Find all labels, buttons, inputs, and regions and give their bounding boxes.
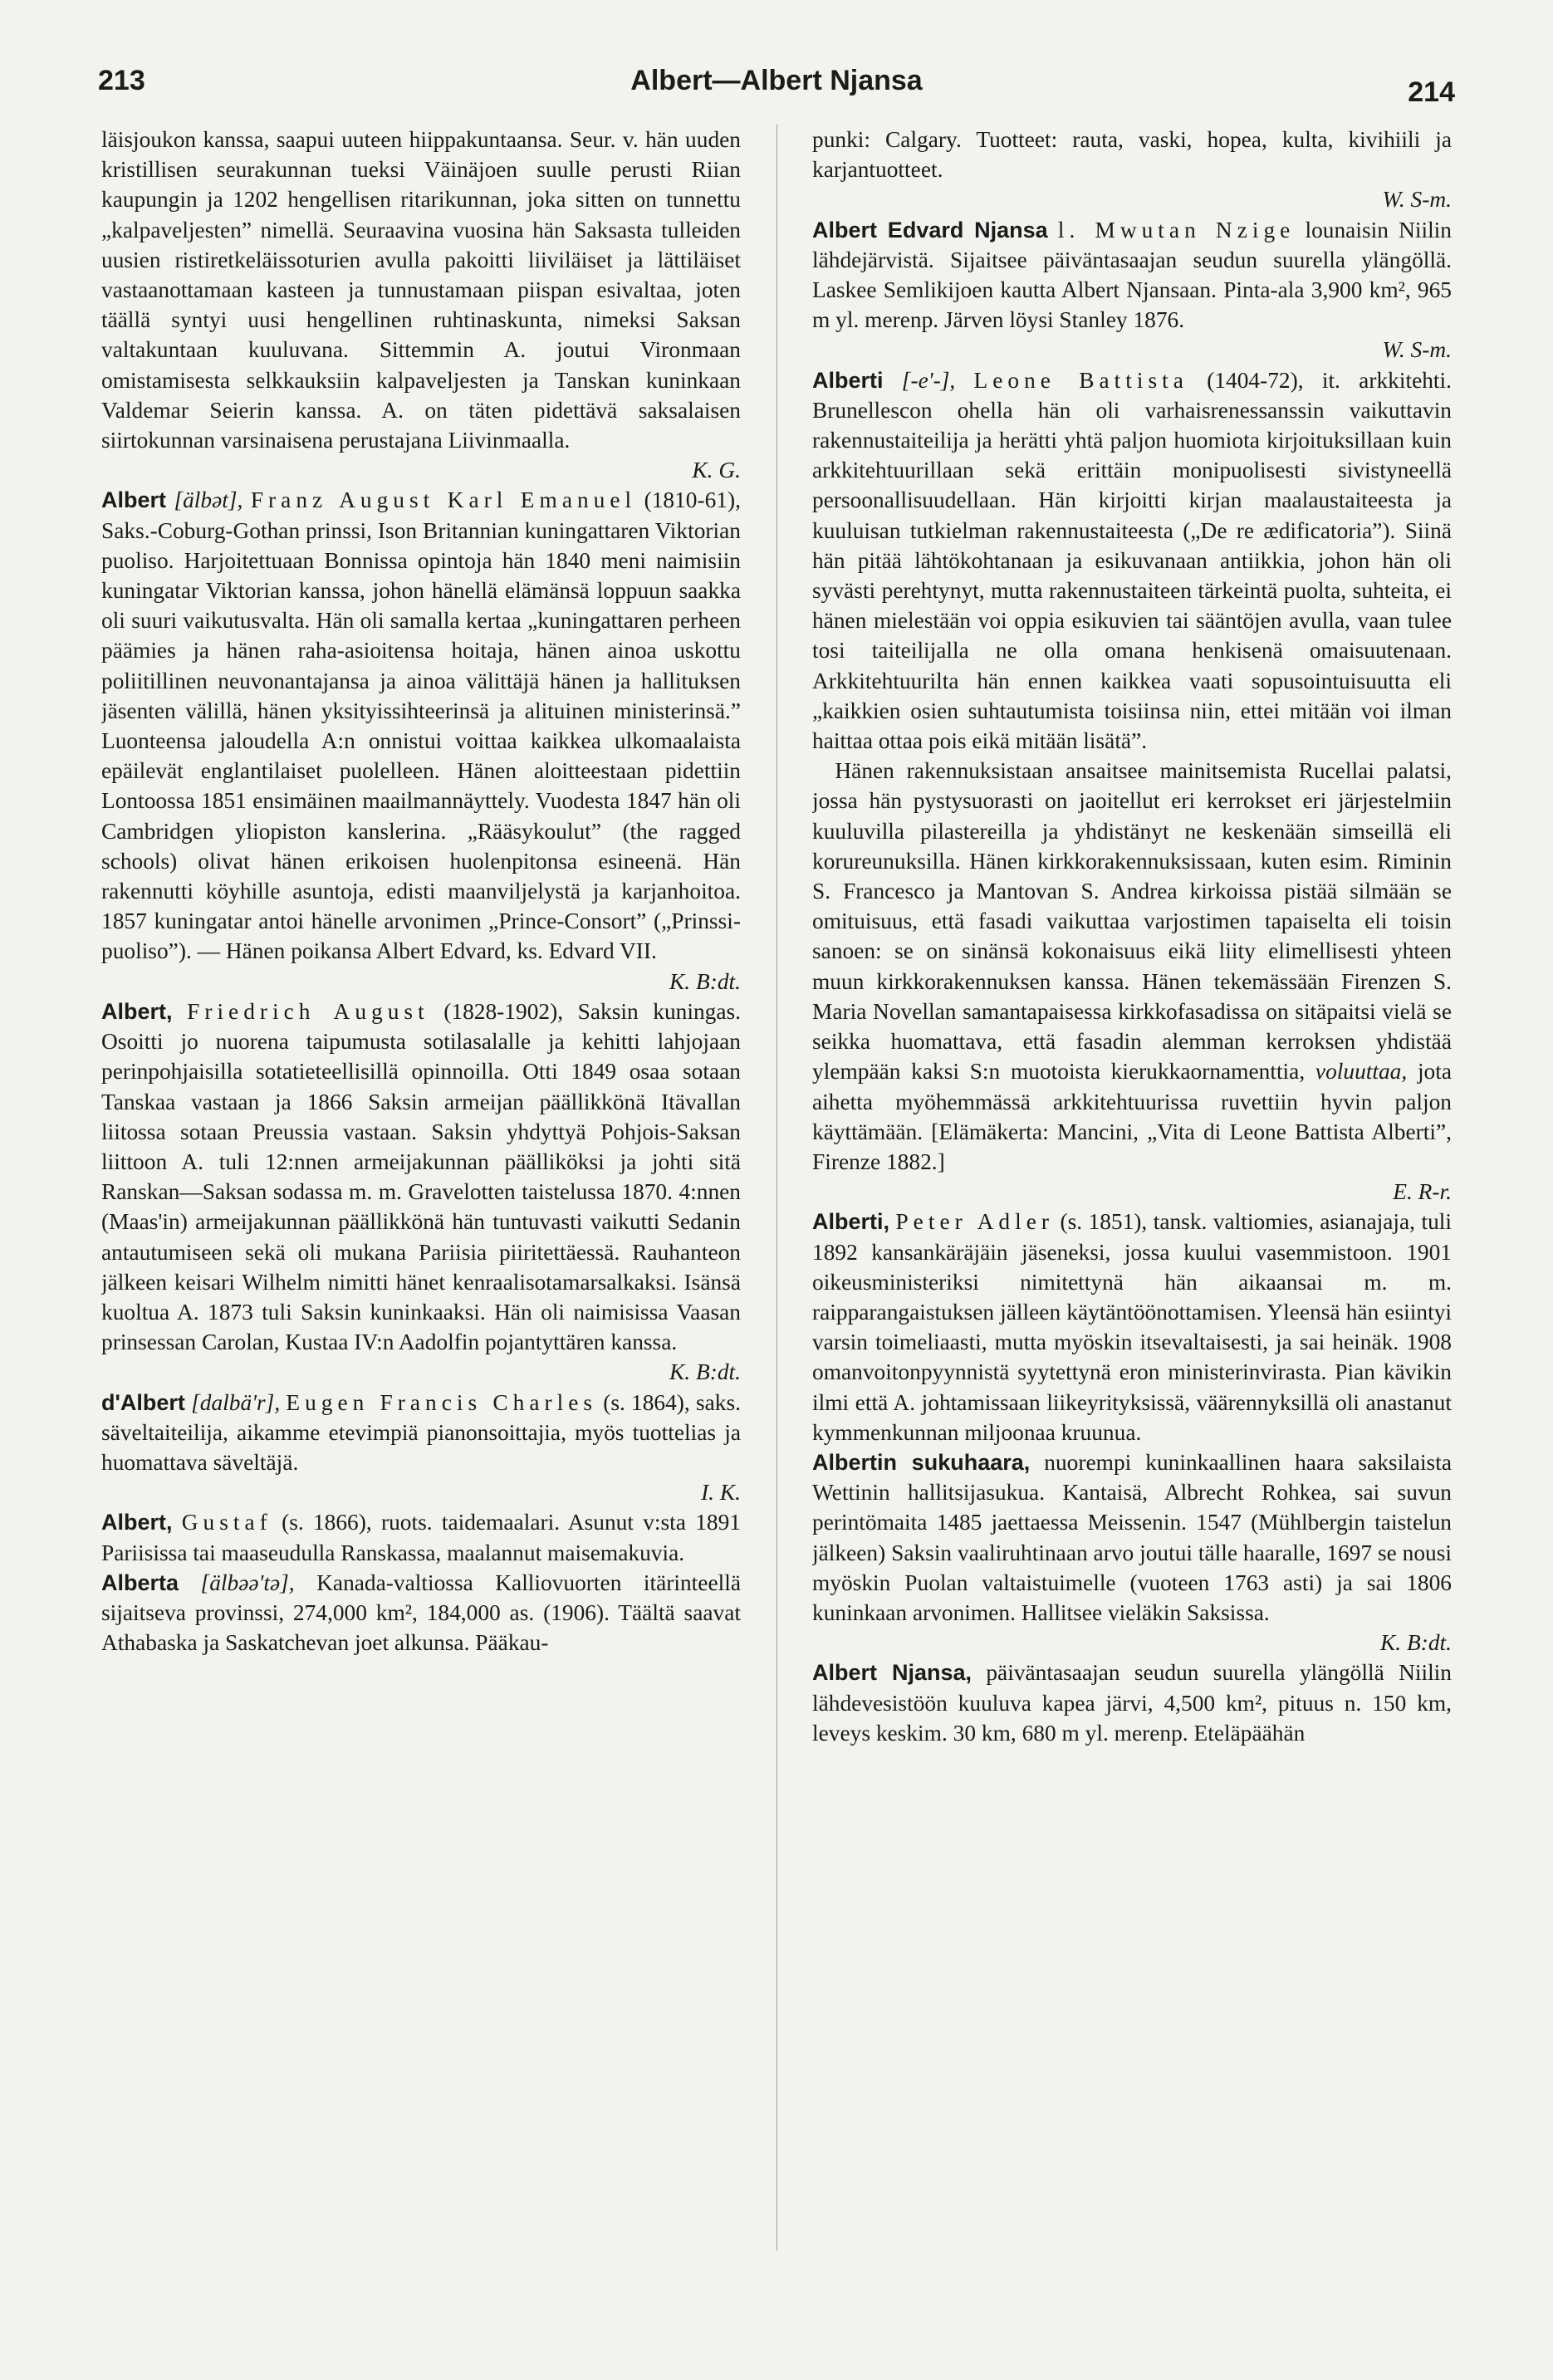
page-header	[98, 65, 1455, 106]
page-number-left: 213	[98, 65, 145, 96]
entry-albert-gustaf	[101, 1507, 741, 1567]
entry-continuation: läisjoukon kanssa, saapui uuteen hiippakuntaansa. Seur. v. hän uuden kristillisen seurakunnan tueksi Väinäjoen suulle perusti Riian kaupungin ja 1202 hengellisen ritarikunnan, joka sitten on tunnettu „kalpaveljesten” nimellä. Seuraavina vuosina hän Saksasta tulleiden uusien ristiretkeläissoturien avulla pakoitti liiviläiset ja lättiläiset vastaanottamaan kasteen ja tunnustamaan piispan esivaltaa, joten täällä syntyi uusi hengellinen ruhtinaskunta, nimeksi Saksan valtakuntaan kuuluvana. Sittemmin A. joutui Vironmaan omistamisesta selkkauksiin kalpaveljesten ja Tanskan kuninkaan Valdemar Seierin kanssa. A. on täten pidettävä saksalaisen siirtokunnan varsinaisena perustajana Liivinmaalla. K. G.	[101, 125, 741, 485]
entry-body: (1404-72), it. arkkitehti. Brunellescon ohella hän oli varhaisrenessanssin vaikuttavin rakennustaiteilija ja herätti yhtä paljon huomiota kirjoituksillaan kuin arkkitehtuurillaan sekä erittäin monipuolisesti sivistyneellä persoonallisuudellaan. Hän kirjoitti kirjan maalaustaiteesta ja kuuluisan tutkielman rakennustaiteesta („De re ædificatoria”). Siinä hän pitää lähtökohtanaan ja esikuvanaan antiikkia, johon hän oli syvästi perehtynyt, mutta rakennustaiteen tärkeintä puolta, suhteita, ei hänen mielestään voi oppia esikuvien tai sääntöjen avulla, vaan tulee tosi taiteilijalla ne olla omana henkisenä omaisuutenaan. Arkkitehtuurilta hän ennen kaikkea vaati sopusointuisuutta eli „kaikkien osien suhtautumista toisiinsa niin, ettei mitään voi ilman haittaa ottaa pois eikä mitään lisätä”.	[812, 367, 1452, 754]
headword: Albertin sukuhaara,	[812, 1449, 1031, 1475]
signature: I. K.	[701, 1480, 741, 1506]
full-name: Gustaf	[181, 1510, 272, 1535]
entry-dalbert	[101, 1388, 741, 1508]
right-column	[812, 125, 1452, 2358]
pronunciation: [-e'-],	[901, 367, 956, 393]
entry-albert-edvard-njansa	[812, 215, 1452, 365]
signature: K. B:dt.	[669, 1359, 741, 1385]
entry-body: (1810-61), Saks.-Coburg-Gothan prinssi, Ison Britannian kuningattaren Viktorian puoliso. Harjoitettuaan Bonnissa opintoja hän 1840 meni naimisiin kuningatar Viktorian kanssa, johon hänellä elämänsä loppuun saakka oli suuri vaikutusvalta. Hän oli samalla kertaa „kuningattaren perheen päämies ja hänen raha-asioitensa hoitaja, hänen ainoa uskottu poliitillinen neuvonantajansa ja ainoa välittäjä hänen ja hallituksen jäsenten välillä, hänen yksityissihteerinsä ja alituinen ministerinsä.” Luonteensa jaloudella A:n onnistui voittaa kaikkea ulkomaalaista epäilevät englantilaiset puolelleen. Hänen aloitteestaan pidettiin Lontoossa 1851 ensimäinen maailmannäyttely. Vuodesta 1847 hän oli Cambridgen yliopiston kanslerina. „Rääsykoulut” (the ragged schools) olivat hänen erikoisen huolenpitonsa esineenä. Hän rakennutti köyhille asuntoja, edisti maanviljelystä ja karjanhoitoa. 1857 kuningatar antoi hänelle arvonimen „Prince-Consort” („Prinssi-puoliso”). — Hänen poikansa Albert Edvard, ks. Edvard VII.	[101, 487, 741, 964]
page-number-right: 214	[1408, 76, 1455, 108]
entry-body: (s. 1864), saks. säveltaiteilija, aikamme etevimpiä pianonsoittajia, myös tuottelias ja huomattava säveltäjä.	[101, 1389, 741, 1475]
full-name: Franz August Karl Emanuel	[250, 487, 637, 513]
alt-name: l. Mwutan Nzige	[1057, 217, 1296, 242]
running-title: Albert—Albert Njansa	[630, 65, 923, 96]
signature: K. B:dt.	[669, 968, 741, 994]
column-divider	[776, 125, 777, 2250]
signature: K. B:dt.	[1380, 1630, 1452, 1656]
entry-body: päiväntasaajan seudun suurella ylängöllä Niilin lähdevesistöön kuuluva kapea järvi, 4,500 km², pituus n. 150 km, leveys keskim. 30 km, 680 m yl. merenp. Eteläpäähän	[812, 1660, 1452, 1746]
full-name: Friedrich August	[187, 998, 429, 1024]
entry-body: (s. 1851), tansk. valtiomies, asianajaja, tuli 1892 kansankäräjäin jäseneksi, jossa kuului vasemmistoon. 1901 oikeusministeriksi nimitettynä hän aikaansai m. m. raipparangaistuksen jälleen käytäntöönottamisen. Yleensä hän esiintyi varsin toimeliaasti, mutta myöskin itsevaltaisesti, ja sai heinäk. 1908 omanvoitonpyynnistä syytettynä eron ministerinvirasta. Pian kävikin ilmi että A. johtamissaan liikeyrityksissä, väärennyksillä oli anastanut kymmenkunnan miljoonaa kruunua.	[812, 1209, 1452, 1445]
headword: Albert,	[101, 998, 173, 1024]
entry-alberti-leone	[812, 365, 1452, 757]
entry-alberti-leone-cont: Hänen rakennuksistaan ansaitsee mainitsemista Rucellai palatsi, jossa hän pystysuorasti on jaoitellut eri kerrokset eri järjestelmiin kuuluvilla pilastereilla ja yhdistänyt ne keskenään simseillä eli korureunuksilla. Hänen kirkkorakennuksissaan, kuten esim. Riminin S. Francesco ja Mantovan S. Andrea kirkoissa pistää silmään se omituisuus, että fasadi vaikuttaa varjostimen tapaiselta eli toisin sanoen: se on sinänsä kokonaisuus eikä liity elimellisesti yhteen muun kirkkorakennuksen kanssa. Hänen tekemässään Firenzen S. Maria Novellan samantapaisessa kirkkofasadissa on sitäpaitsi vielä se seikka huomattava, että fasadin alemman kerroksen yhdistää ylempään kaksi S:n muotoista kierukkaornamenttia, voluuttaa, jota aihetta myöhemmässä arkkitehtuurissa ruvettiin hyvin paljon käyttämään. [Elämäkerta: Mancini, „Vita di Leone Battista Alberti”, Firenze 1882.] E. R-r.	[812, 756, 1452, 1207]
headword: Albert	[101, 487, 167, 513]
entry-alberti-peter	[812, 1207, 1452, 1447]
signature: W. S-m.	[1382, 337, 1452, 363]
entry-body: lounaisin Niilin lähdejärvistä. Sijaitsee päiväntasaajan seudun suurella ylängöllä. Laskee Semlikijoen kautta Albert Njansaan. Pinta-ala 3,900 km², 965 m yl. merenp. Järven löysi Stanley 1876.	[812, 217, 1452, 333]
entry-body: (s. 1866), ruots. taidemaalari. Asunut v:sta 1891 Pariisissa tai maaseudulla Ranskassa, maalannut maisemakuvia.	[101, 1510, 741, 1565]
entry-albertin-sukuhaara	[812, 1447, 1452, 1658]
signature: E. R-r.	[1393, 1179, 1452, 1205]
emphasis: voluuttaa,	[1315, 1059, 1408, 1085]
entry-body: Kanada-valtiossa Kalliovuorten itärinteellä sijaitseva provinssi, 274,000 km², 184,000 as. (1906). Täältä saavat Athabaska ja Saskatchevan joet alkunsa. Pääkau-	[101, 1570, 741, 1656]
entry-continuation: punki: Calgary. Tuotteet: rauta, vaski, hopea, kulta, kivihiili ja karjantuotteet. W. S-m.	[812, 125, 1452, 215]
headword: Alberti	[812, 367, 884, 393]
pronunciation: [älbət],	[174, 487, 243, 513]
left-column	[101, 125, 741, 2358]
headword: d'Albert	[101, 1389, 185, 1415]
pronunciation: [älbəə'tə],	[200, 1570, 295, 1595]
headword: Albert,	[101, 1510, 173, 1535]
signature: K. G.	[692, 458, 741, 483]
headword: Alberti,	[812, 1209, 890, 1235]
entry-body: nuorempi kuninkaallinen haara saksilaista Wettinin hallitsijasukua. Kantaisä, Albrecht Rohkea, sai suvun perintömaita 1485 jaettaessa Meissenin. 1547 (Mühlbergin taistelun jälkeen) Saksin vaaliruhtinaan arvo joutui tälle haaralle, 1697 se nousi myöskin Puolan valtaistuimelle (vuoteen 1763 asti) ja sai 1806 kuninkaan arvonimen. Hallitsee vieläkin Saksissa.	[812, 1449, 1452, 1625]
full-name: Peter Adler	[895, 1209, 1055, 1235]
headword: Albert Njansa,	[812, 1660, 972, 1686]
headword: Alberta	[101, 1570, 179, 1595]
entry-body: (1828-1902), Saksin kuningas. Osoitti jo nuorena taipumusta sotilasalalle ja kehitti lahjojaan perinpohjaisilla sotatieteellisillä opinnoilla. Otti 1849 osaa sotaan Tanskaa vastaan ja 1866 Saksin armeijan päällikkönä Itävallan liitossa sotaan Preussia vastaan. Saksin yhdyttyä Pohjois-Saksan liittoon A. tuli 12:nnen armeijakunnan päälliköksi ja johti sitä Ranskan—Saksan sodassa m. m. Gravelotten taistelussa 1870. 4:nnen (Maas'in) armeijakunnan päällikkönä hän tuntuvasti vaikutti Sedanin antautumiseen sekä oli mukana Pariisia piiritettäessä. Rauhanteon jälkeen keisari Wilhelm nimitti hänet kenraalisotamarsalkaksi. Isänsä kuoltua A. 1873 tuli Saksin kuninkaaksi. Hän oli naimisissa Vaasan prinsessan Carolan, Kustaa IV:n Aadolfin pojantyttären kanssa.	[101, 998, 741, 1355]
headword: Albert Edvard Njansa	[812, 217, 1048, 242]
signature: W. S-m.	[1382, 187, 1452, 213]
pronunciation: [dalbä'r],	[191, 1389, 281, 1415]
entry-alberta	[101, 1568, 741, 1658]
entry-albert-friedrich	[101, 997, 741, 1388]
full-name: Eugen Francis Charles	[286, 1389, 598, 1415]
entry-albert-franz	[101, 485, 741, 996]
full-name: Leone Battista	[973, 367, 1188, 393]
entry-albert-njansa	[812, 1658, 1452, 1748]
